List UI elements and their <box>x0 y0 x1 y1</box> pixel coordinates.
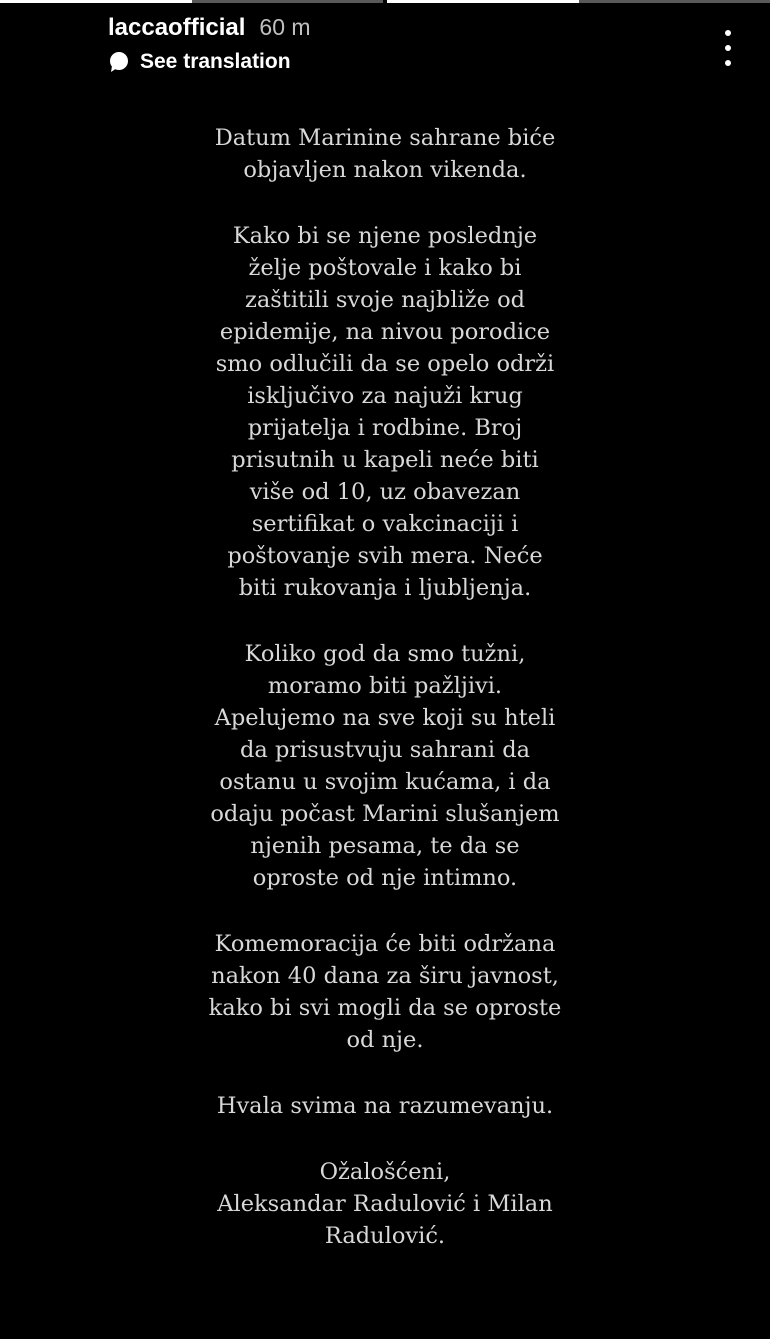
story-line: epidemije, na nivou porodice <box>219 319 551 345</box>
story-line: želje poštovale i kako bi <box>248 255 522 281</box>
see-translation-button[interactable] <box>108 50 750 74</box>
story-line: Komemoracija će biti održana <box>214 931 556 957</box>
story-paragraph <box>150 638 620 894</box>
story-line: od nje. <box>346 1027 424 1053</box>
progress-segment-2 <box>387 0 770 3</box>
more-options-icon-dot <box>725 30 731 36</box>
story-line: Ožalošćeni, <box>319 1159 451 1185</box>
post-time: 60 m <box>259 14 311 40</box>
story-line: više od 10, uz obavezan <box>249 479 521 505</box>
story-paragraph <box>150 122 620 186</box>
story-line: moramo biti pažljivi. <box>267 673 503 699</box>
more-options-icon-dot <box>725 45 731 51</box>
story-header <box>108 14 750 86</box>
story-line: Apelujemo na sve koji su hteli <box>214 705 556 731</box>
translate-icon <box>108 51 130 73</box>
story-line: Datum Marinine sahrane biće <box>214 125 556 151</box>
more-options-icon-dot <box>725 60 731 66</box>
username-link[interactable]: laccaofficial <box>108 14 246 41</box>
progress-fill-1 <box>0 0 192 3</box>
story-line: ostanu u svojim kućama, i da <box>219 769 551 795</box>
story-line: prijatelja i rodbine. Broj <box>247 415 523 441</box>
story-line: da prisustvuju sahrani da <box>239 737 531 763</box>
story-text-content <box>150 122 620 1286</box>
see-translation-label: See translation <box>140 50 291 73</box>
story-paragraph <box>150 1156 620 1252</box>
progress-fill-2 <box>387 0 579 3</box>
story-line: oproste od nje intimno. <box>252 865 518 891</box>
story-line: isključivo za najuži krug <box>247 383 523 409</box>
story-progress-bar <box>0 0 770 4</box>
story-line: kako bi svi mogli da se oproste <box>208 995 562 1021</box>
story-line: smo odlučili da se opelo održi <box>215 351 555 377</box>
story-line: poštovanje svih mera. Neće <box>227 543 543 569</box>
story-line: Kako bi se njene poslednje <box>232 223 538 249</box>
username-row <box>108 14 750 42</box>
story-line: sertifikat o vakcinaciji i <box>251 511 519 537</box>
story-line: Aleksandar Radulović i Milan <box>217 1191 553 1217</box>
more-options-button[interactable] <box>718 30 738 66</box>
story-line: odaju počast Marini slušanjem <box>210 801 560 827</box>
story-line: zaštitili svoje najbliže od <box>244 287 526 313</box>
story-line: prisutnih u kapeli neće biti <box>231 447 539 473</box>
story-line: Hvala svima na razumevanju. <box>216 1093 554 1119</box>
story-line: Radulović. <box>324 1223 446 1249</box>
story-paragraph <box>150 928 620 1056</box>
story-line: njenih pesama, te da se <box>250 833 520 859</box>
story-paragraph <box>150 220 620 604</box>
story-line: objavljen nakon vikenda. <box>243 157 527 183</box>
progress-segment-1 <box>0 0 383 3</box>
story-line: nakon 40 dana za širu javnost, <box>211 963 559 989</box>
story-paragraph <box>150 1090 620 1122</box>
story-line: Koliko god da smo tužni, <box>244 641 526 667</box>
story-line: biti rukovanja i ljubljenja. <box>238 575 532 601</box>
